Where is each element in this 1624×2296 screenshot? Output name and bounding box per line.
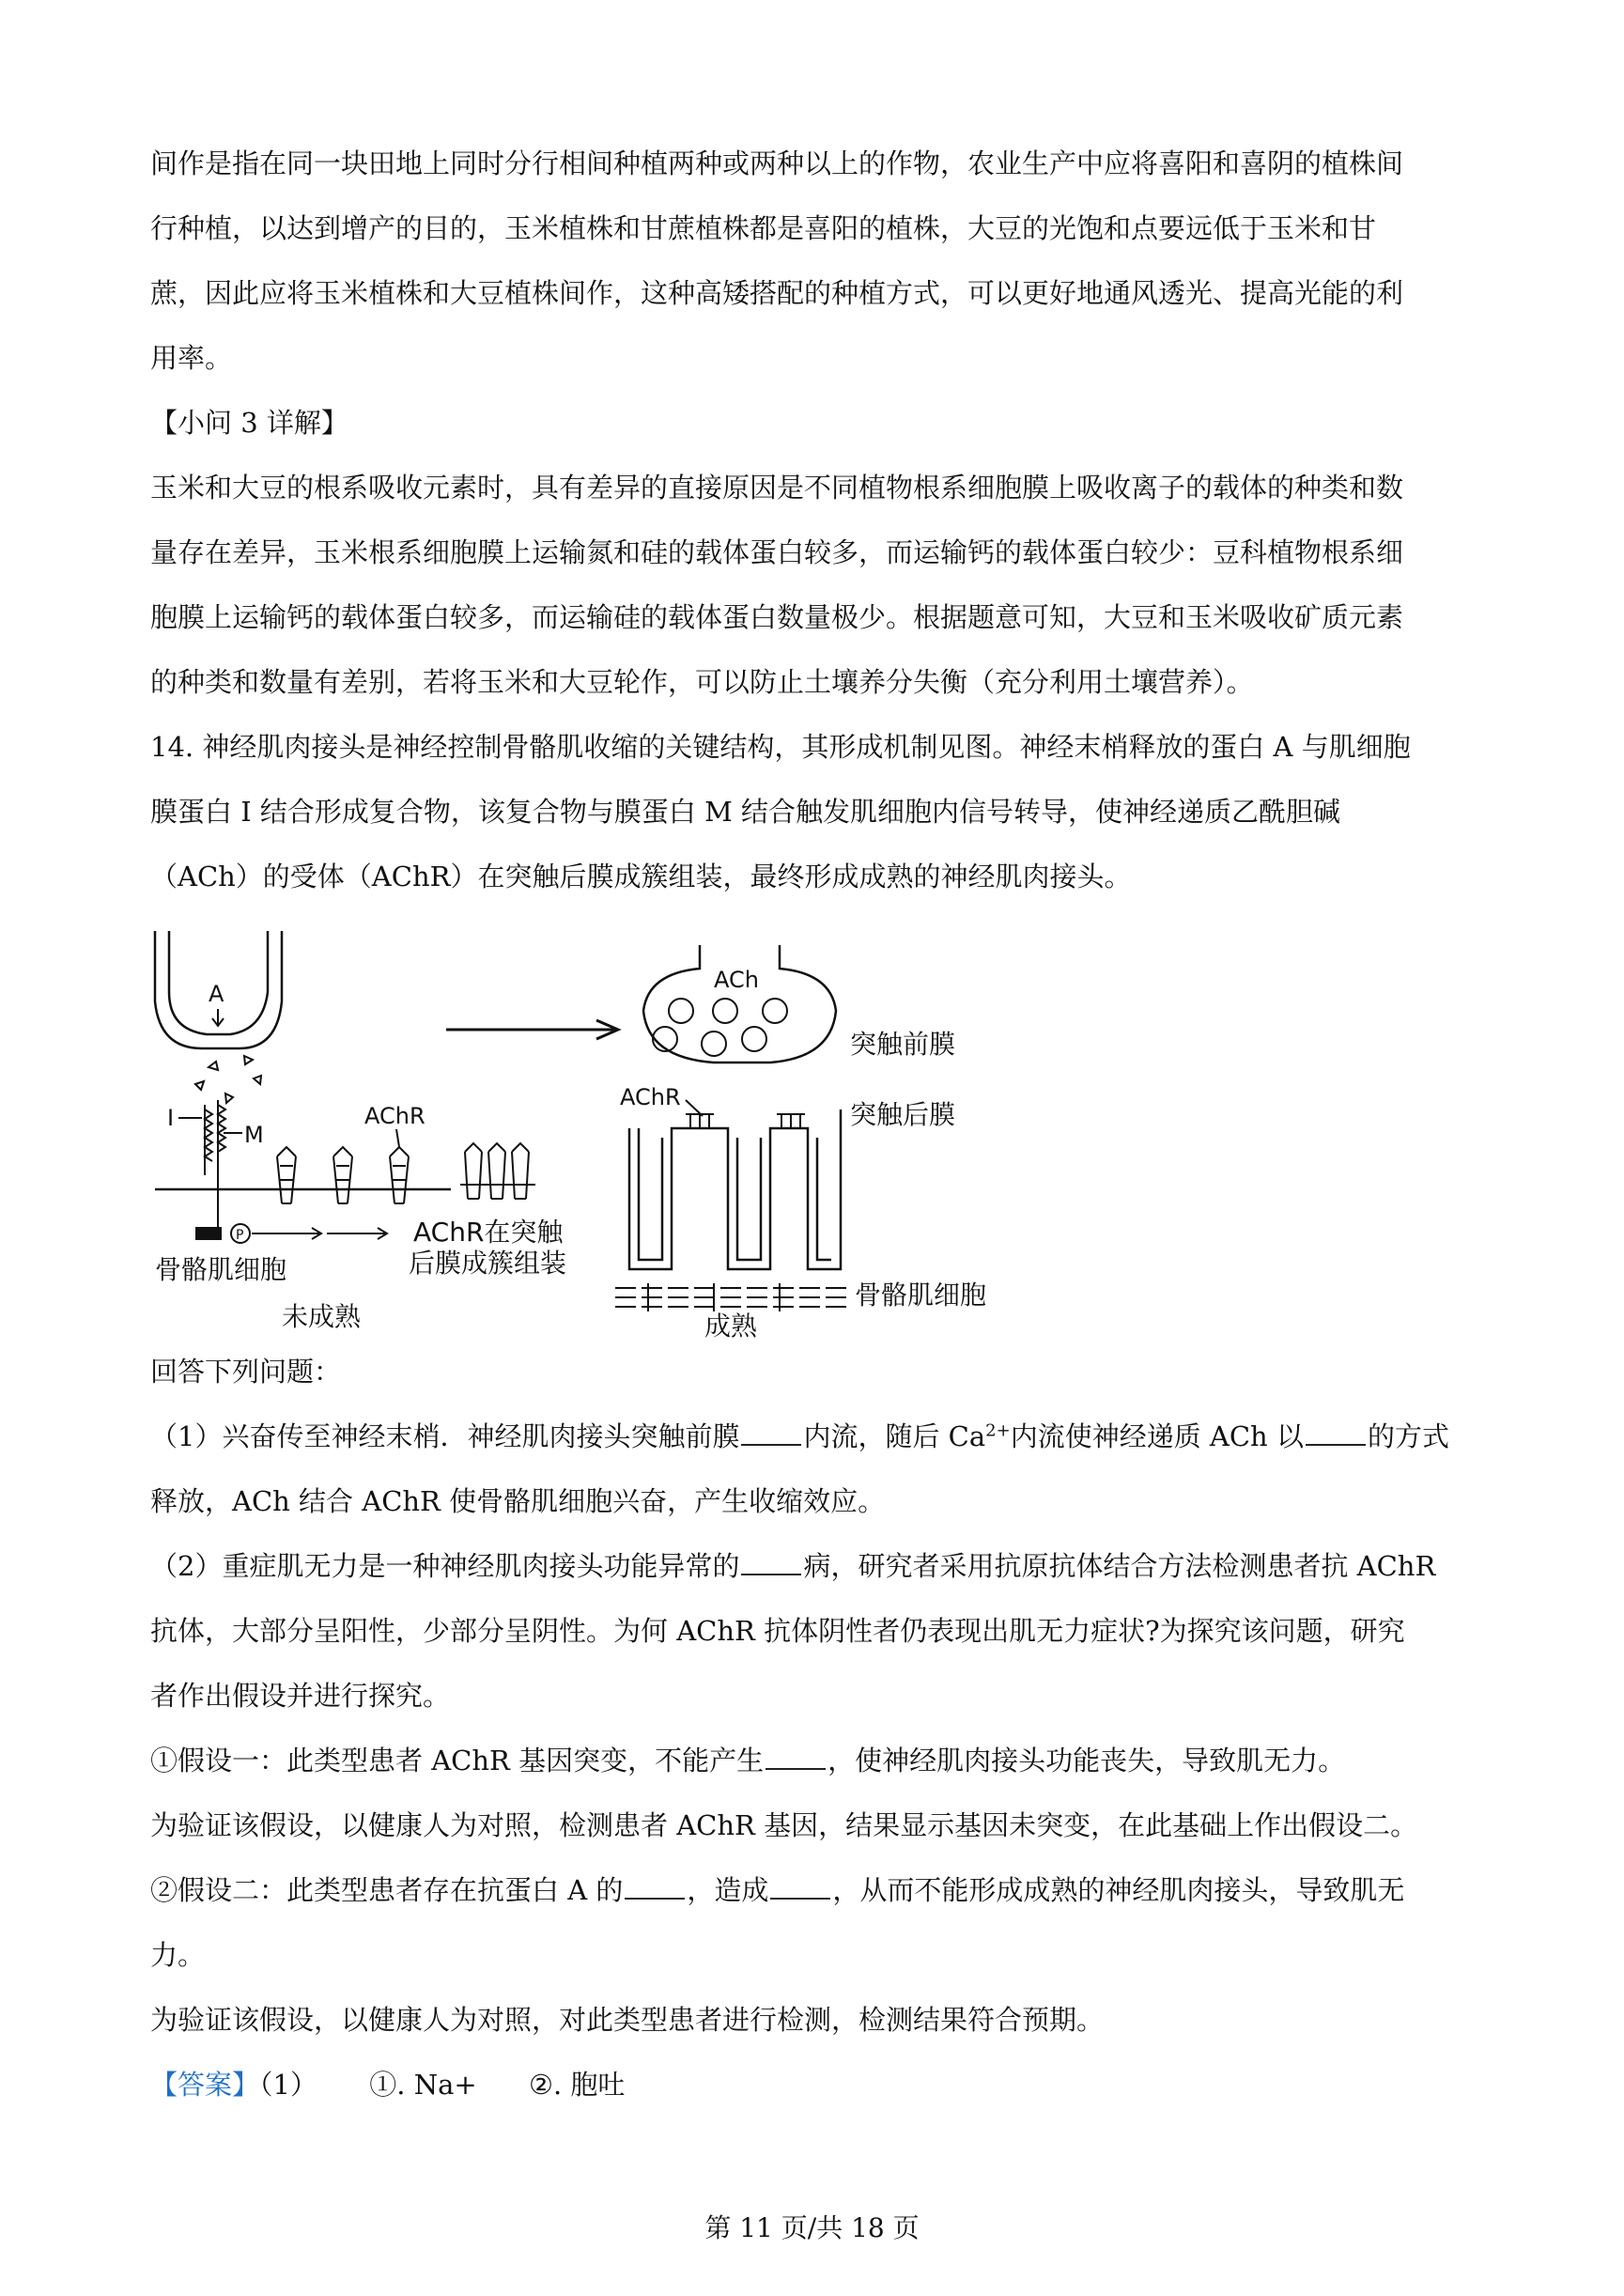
answer-intro: 回答下列问题：: [150, 1356, 342, 1388]
pointer-line: [396, 1129, 399, 1147]
label-cluster-line2: 后膜成簇组装: [409, 1248, 567, 1279]
postsynaptic-folds: [629, 1109, 841, 1269]
answer-blank[interactable]: [741, 1553, 801, 1575]
achr-receptors-left: [277, 1147, 409, 1203]
question-2-line2: 抗体，大部分呈阳性，少部分呈阴性。为何 AChR 抗体阴性者仍表现出肌无力症状?为探究该问题，研究: [150, 1615, 1405, 1647]
paragraph-intercropping: [150, 132, 1475, 391]
hypothesis-2-line2: 力。: [150, 1939, 206, 1971]
answer-blank[interactable]: [625, 1877, 685, 1900]
h1-text-b: ，使神经肌肉接头功能丧失，导致肌无力。: [827, 1745, 1346, 1776]
label-immature: 未成熟: [282, 1301, 362, 1332]
h1-text-a: ①假设一：此类型患者 AChR 基因突变，不能产生: [150, 1745, 765, 1776]
h2-text-c: ，从而不能形成成熟的神经肌肉接头，导致肌无: [832, 1874, 1405, 1906]
text-line: 胞膜上运输钙的载体蛋白较多，而运输硅的载体蛋白数量极少。根据题意可知，大豆和玉米吸收矿质元素: [150, 601, 1404, 633]
label-AChR-right: AChR: [620, 1084, 681, 1110]
answer-item-1: ①. Na+: [369, 2069, 477, 2101]
superscript: 2+: [985, 1420, 1011, 1441]
answer-item-2: ②. 胞吐: [529, 2069, 626, 2101]
text-line: 蔗，因此应将玉米植株和大豆植株间作，这种高矮搭配的种植方式，可以更好地通风透光、提高光能的利: [150, 277, 1404, 309]
label-M: M: [244, 1122, 264, 1148]
paragraph-root-absorption: [150, 456, 1475, 715]
text-line: 行种植，以达到增产的目的，玉米植株和甘蔗植株都是喜阳的植株，大豆的光饱和点要远低于玉米和甘: [150, 212, 1377, 244]
arrow-right-icon: [252, 1228, 321, 1239]
label-cluster-line1: AChR在突触: [413, 1217, 564, 1248]
label-ACh: ACh: [714, 967, 759, 993]
protein-A-triangles: [195, 1056, 261, 1103]
label-mature: 成熟: [704, 1311, 758, 1340]
verification-1: 为验证该假设，以健康人为对照，检测患者 AChR 基因，结果显示基因未突变，在此基础上作出假设二。: [150, 1809, 1418, 1841]
text-line: 14. 神经肌肉接头是神经控制骨骼肌收缩的关键结构，其形成机制见图。神经末梢释放的蛋白 A 与肌细胞: [150, 731, 1411, 763]
question-2-line3: 者作出假设并进行探究。: [150, 1680, 451, 1712]
hypothesis-1: [150, 1729, 1475, 1793]
page-content: [150, 132, 1475, 2118]
page-footer: 第 11 页/共 18 页: [704, 2212, 920, 2243]
kinase-block: [195, 1227, 222, 1240]
question-1-line2: 释放，ACh 结合 AChR 使骨骼肌细胞兴奋，产生收缩效应。: [150, 1485, 886, 1517]
q2-text-b: 病，研究者采用抗原抗体结合方法检测患者抗 AChR: [803, 1550, 1436, 1582]
transition-arrow-icon: [446, 1020, 618, 1039]
muscle-fibers: [615, 1283, 850, 1311]
neuromuscular-junction-figure: [150, 917, 1108, 1340]
phosphate-label: P: [236, 1228, 244, 1243]
label-postsynaptic: 突触后膜: [850, 1099, 956, 1130]
h2-text-a: ②假设二：此类型患者存在抗蛋白 A 的: [150, 1874, 624, 1906]
question-14-stem: [150, 715, 1475, 909]
text-line: （ACh）的受体（AChR）在突触后膜成簇组装，最终形成成熟的神经肌肉接头。: [150, 861, 1132, 892]
text-line: 膜蛋白 I 结合形成复合物，该复合物与膜蛋白 M 结合触发肌细胞内信号转导，使神经递质乙酰胆碱: [150, 796, 1341, 828]
arrow-right-icon: [327, 1228, 387, 1239]
verification-2: 为验证该假设，以健康人为对照，对此类型患者进行检测，检测结果符合预期。: [150, 2004, 1105, 2036]
hypothesis-2: [150, 1858, 1475, 1923]
label-AChR-left: AChR: [364, 1103, 425, 1129]
achr-cluster: [460, 1143, 535, 1199]
figure-svg: [150, 917, 1108, 1340]
q1-text-c: 内流使神经递质 ACh 以: [1010, 1420, 1304, 1452]
answer-blank[interactable]: [766, 1747, 826, 1770]
question-2: [150, 1534, 1475, 1599]
label-muscle-right: 骨骼肌细胞: [855, 1280, 987, 1311]
text-line: 的种类和数量有差别，若将玉米和大豆轮作，可以防止土壤养分失衡（充分利用土壤营养）。: [150, 666, 1254, 698]
text-line: 间作是指在同一块田地上同时分行相间种植两种或两种以上的作物，农业生产中应将喜阳和喜阴的植株间: [150, 147, 1404, 179]
text-line: 量存在差异，玉米根系细胞膜上运输氮和硅的载体蛋白较多，而运输钙的载体蛋白较少：豆科植物根系细: [150, 536, 1404, 568]
answer-blank[interactable]: [741, 1423, 801, 1446]
text-line: 玉米和大豆的根系吸收元素时，具有差异的直接原因是不同植物根系细胞膜上吸收离子的载体的种类和数: [150, 472, 1404, 504]
synaptic-vesicles: [653, 999, 787, 1056]
q1-text-b: 内流，随后 Ca: [803, 1420, 986, 1452]
label-muscle-left: 骨骼肌细胞: [155, 1254, 287, 1285]
protein-I-M-complex: [205, 1100, 225, 1236]
label-presynaptic: 突触前膜: [850, 1029, 956, 1060]
section-header-q3: 【小问 3 详解】: [150, 407, 348, 439]
q1-text-a: （1）兴奋传至神经末梢．神经肌肉接头突触前膜: [150, 1420, 740, 1452]
h2-text-b: ，造成: [687, 1874, 769, 1906]
answer-question-number: （1）: [259, 2069, 317, 2101]
answer-tag: 【答案】: [150, 2069, 260, 2101]
answer-blank[interactable]: [770, 1877, 830, 1900]
label-I: I: [167, 1105, 175, 1131]
nerve-terminal-right: [643, 945, 836, 1063]
answer-blank[interactable]: [1306, 1423, 1366, 1446]
achr-receptors-right: [686, 1114, 805, 1128]
q2-text-a: （2）重症肌无力是一种神经肌肉接头功能异常的: [150, 1550, 740, 1582]
q1-text-d: 的方式: [1367, 1420, 1449, 1452]
label-A: A: [209, 981, 224, 1007]
answer-line: [150, 2053, 1475, 2118]
arrow-down-icon: [212, 1009, 224, 1026]
question-1: [150, 1404, 1475, 1469]
text-line: 用率。: [150, 342, 233, 374]
